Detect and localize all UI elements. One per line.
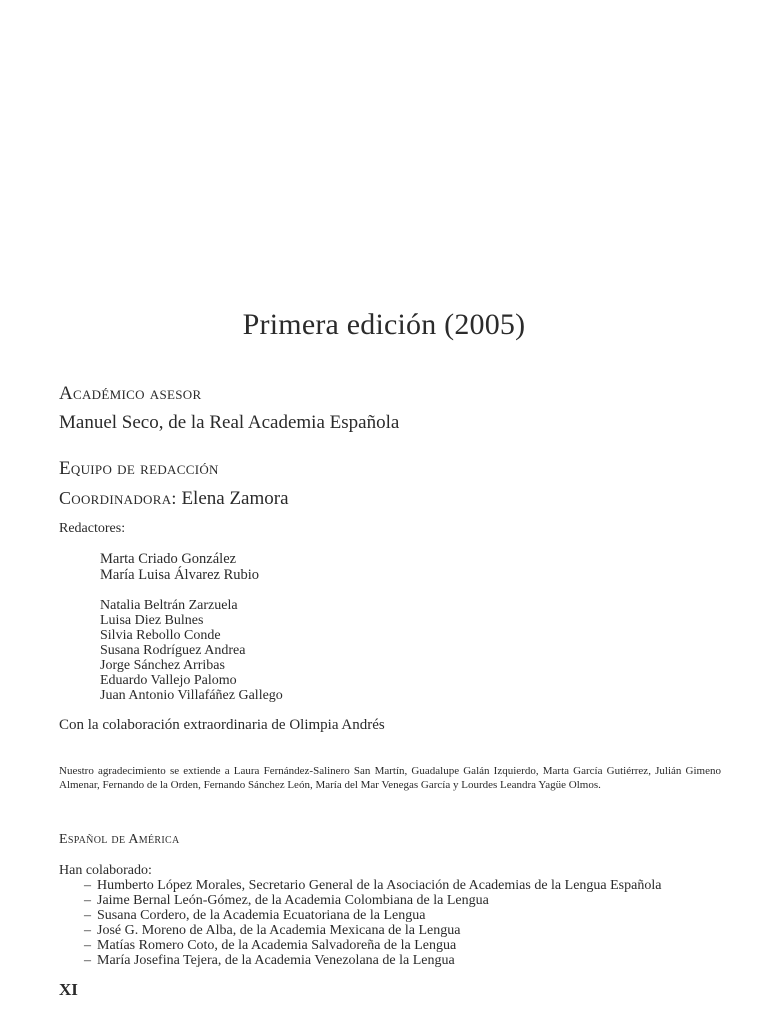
redactores-group-a — [100, 552, 259, 583]
list-item: Eduardo Vallejo Palomo — [100, 673, 237, 688]
list-item: Luisa Diez Bulnes — [100, 613, 204, 628]
list-item: – Susana Cordero, de la Academia Ecuatoriana de la Lengua — [84, 908, 426, 923]
america-intro: Han colaborado: — [59, 863, 152, 878]
list-item: Juan Antonio Villafáñez Gallego — [100, 688, 283, 703]
list-item: – Humberto López Morales, Secretario General de la Asociación de Academias de la Lengua Española — [84, 878, 662, 893]
redactores-label: Redactores: — [59, 521, 126, 536]
list-item: – María Josefina Tejera, de la Academia Venezolana de la Lengua — [84, 953, 455, 968]
page-number: XI — [59, 980, 78, 999]
page-title: Primera edición (2005) — [242, 308, 526, 341]
coordinator-name: Elena Zamora — [181, 488, 289, 509]
list-item: – Jaime Bernal León-Gómez, de la Academia Colombiana de la Lengua — [84, 893, 489, 908]
list-item: Natalia Beltrán Zarzuela — [100, 598, 238, 613]
agradecimiento-paragraph: Nuestro agradecimiento se extiende a Laura Fernández-Salinero San Martín, Guadalupe Galán Izquierdo, Marta García Gutiérrez, Julián Gimeno Almenar, Fernando de la Orden, Fernando Sánchez León, María del Mar Venegas García y Lourdes Leandra Yagüe Olmos. — [59, 765, 721, 791]
academico-heading: Académico asesor — [59, 383, 202, 404]
list-item: Jorge Sánchez Arribas — [100, 658, 225, 673]
list-item: Marta Criado González — [100, 551, 237, 567]
colaboracion-text: Con la colaboración extraordinaria de Olimpia Andrés — [59, 717, 385, 733]
academico-text: Manuel Seco, de la Real Academia Española — [59, 412, 400, 433]
list-item: María Luisa Álvarez Rubio — [100, 566, 260, 583]
list-item: Susana Rodríguez Andrea — [100, 643, 246, 658]
list-item: – José G. Moreno de Alba, de la Academia Mexicana de la Lengua — [84, 923, 461, 938]
list-item: – Matías Romero Coto, de la Academia Salvadoreña de la Lengua — [84, 938, 457, 953]
equipo-heading: Equipo de redacción — [59, 458, 219, 479]
coordinator-label: Coordinadora: — [59, 488, 177, 508]
redactores-group-b — [100, 598, 283, 703]
list-item: Silvia Rebollo Conde — [100, 628, 221, 643]
coordinator-line — [59, 488, 289, 510]
america-heading: Español de América — [59, 832, 180, 847]
america-list — [84, 878, 661, 968]
